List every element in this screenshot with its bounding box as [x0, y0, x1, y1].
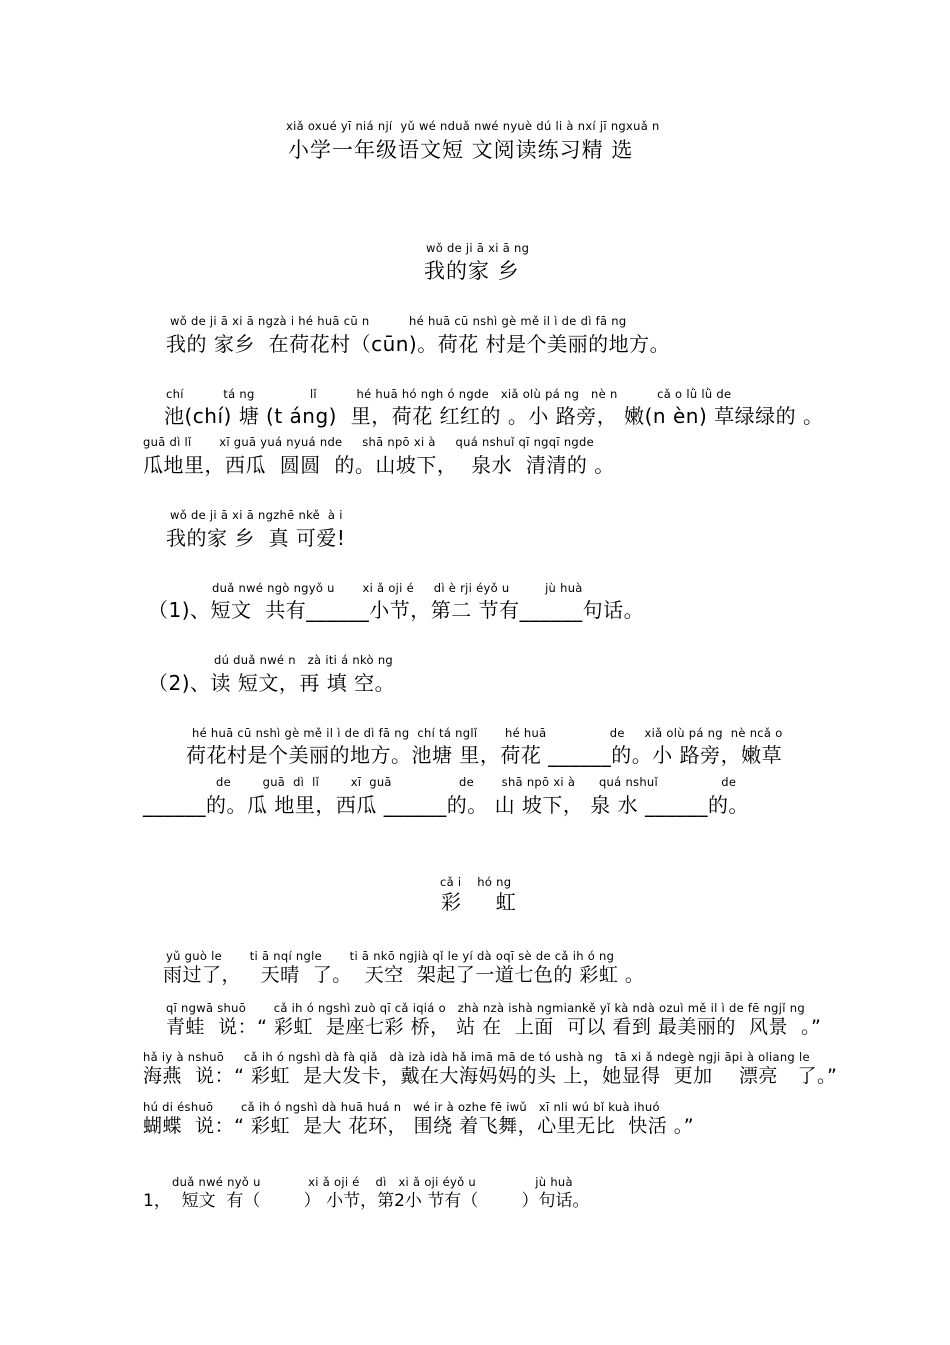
story1-line-pinyin: chí tá ng lǐ hé huā hó ngh ó ngde xiǎ olù pá ng nè n cǎ o lǜ lǜ de: [166, 387, 732, 401]
fill-blank-pinyin: hé huā cū nshì gè mě il ì de dì fā ng chí tá nglǐ hé huā de xiǎ olù pá ng nè ncǎ o: [192, 726, 783, 740]
story1-line: 瓜地里，西瓜 圆圆 的。山坡下， 泉水 清清的 。: [143, 453, 615, 477]
question: （1)、短文 共有______小节，第二 节有______句话。: [148, 598, 645, 622]
story2-line-pinyin: hǎ iy à nshuō cǎ ih ó ngshì dà fà qiǎ dà izà idà hǎ imā mā de tó ushà ng tā xi ǎ ndegè ngji āpi à oliang le: [143, 1050, 810, 1064]
story1-line: 池(chí) 塘 (t áng) 里，荷花 红红的 。小 路旁， 嫩(n èn) 草绿绿的 。: [164, 404, 824, 428]
story2-line: 海燕 说：“ 彩虹 是大发卡，戴在大海妈妈的头 上，她显得 更加 漂亮 了。”: [143, 1065, 838, 1087]
fill-blank-line: 荷花村是个美丽的地方。池塘 里，荷花 ______的。小 路旁，嫩草: [186, 743, 783, 767]
story2-line-pinyin: qī ngwā shuō cǎ ih ó ngshì zuò qī cǎ iqiá o zhà nzà ishà ngmiankě yǐ kà ndà ozuì mě il ì de fē ngjǐ ng: [166, 1001, 805, 1015]
question: 1， 短文 有（ ） 小节，第2小 节有（ ）句话。: [143, 1191, 590, 1211]
question-pinyin: duǎ nwé ngò ngyǒ u xi ǎ oji é dì è rji éyǒ u jù huà: [212, 581, 583, 595]
story1-line-pinyin: guā dì lǐ xī guā yuá nyuá nde shā npō xi à quá nshuǐ qī ngqī ngde: [143, 435, 594, 449]
story2-line: 青蛙 说：“ 彩虹 是座七彩 桥， 站 在 上面 可以 看到 最美丽的 风景 。”: [166, 1016, 822, 1038]
story1-line-pinyin: wǒ de ji ā xi ā ngzà i hé huā cū n hé huā cū nshì gè mě il ì de dì fā ng: [170, 314, 627, 328]
page-title: 小学一年级语文短 文阅读练习精 选: [288, 138, 634, 162]
story2-line: 蝴蝶 说：“ 彩虹 是大 花环， 围绕 着飞舞，心里无比 快活 。”: [143, 1115, 695, 1137]
story1-line: 我的家 乡 真 可爱!: [166, 526, 346, 550]
story2-line-pinyin: hú di éshuō cǎ ih ó ngshì dà huā huá n wé ir à ozhe fē iwǔ xī nli wú bǐ kuà ihuó: [143, 1100, 660, 1114]
story2-line: 雨过了， 天晴 了。 天空 架起了一道七色的 彩虹 。: [163, 964, 645, 986]
story2-title-pinyin: cǎ i hó ng: [440, 875, 512, 889]
question: （2)、读 短文，再 填 空。: [148, 671, 396, 695]
story2-line-pinyin: yǔ guò le ti ā nqí ngle ti ā nkō ngjià qǐ le yí dà oqī sè de cǎ ih ó ng: [166, 949, 615, 963]
question-pinyin: duǎ nwé nyǒ u xi ǎ oji é dì xi ǎ oji éyǒ u jù huà: [172, 1175, 573, 1189]
story2-title: 彩 虹: [441, 890, 517, 914]
question-pinyin: dú duǎ nwé n zà iti á nkò ng: [214, 653, 394, 667]
story1-title: 我的家 乡: [424, 259, 520, 283]
fill-blank-pinyin: de guā dì lǐ xī guā de shā npō xi à quá nshuǐ de: [216, 775, 737, 789]
story1-line-pinyin: wǒ de ji ā xi ā ngzhē nkě à i: [170, 508, 343, 522]
header-pinyin: xiǎ oxué yī niá njí yǔ wé nduǎ nwé nyuè dú li à nxí jī ngxuǎ n: [286, 119, 660, 133]
fill-blank-line: ______的。瓜 地里，西瓜 ______的。 山 坡下， 泉 水 ______的。: [143, 793, 750, 817]
story1-line: 我的 家乡 在荷花村（cūn)。荷花 村是个美丽的地方。: [166, 332, 671, 356]
story1-title-pinyin: wǒ de ji ā xi ā ng: [426, 241, 530, 255]
